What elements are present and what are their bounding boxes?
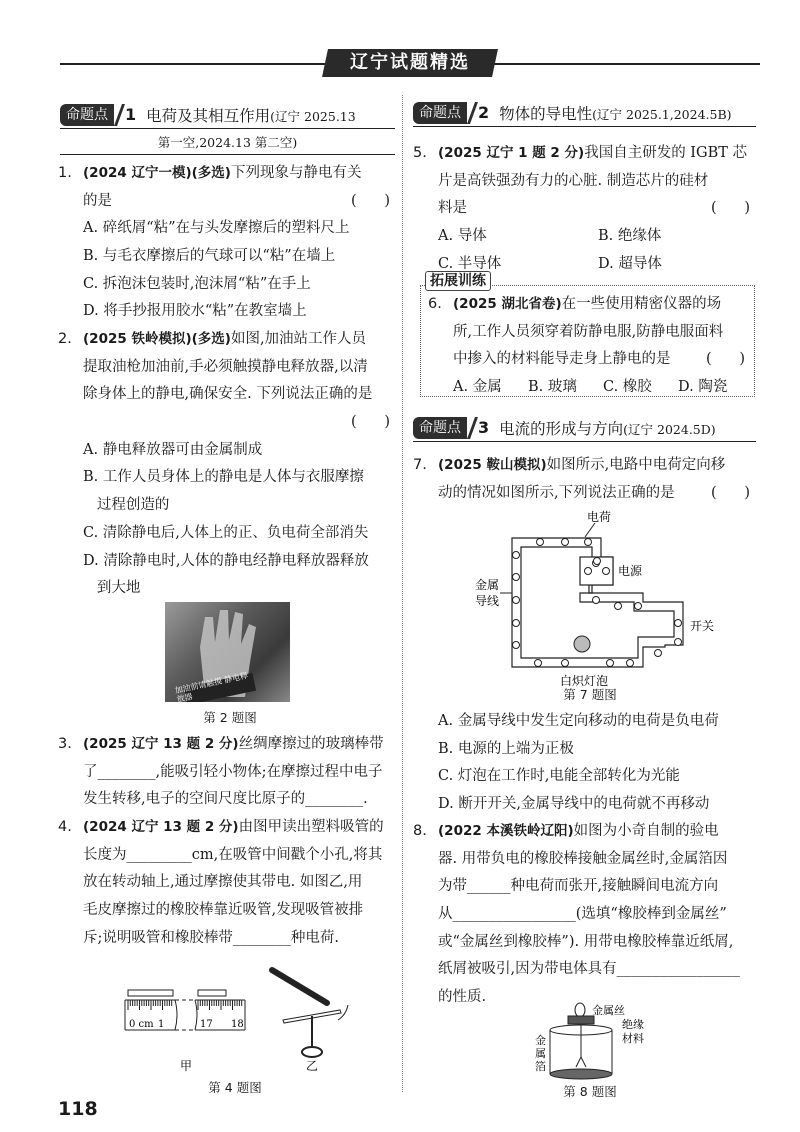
electron-icon xyxy=(535,660,542,667)
section-tag: 命题点 xyxy=(413,417,467,439)
section-source-cont: 第一空,2024.13 第二空) xyxy=(60,133,395,155)
label-wire-2: 导线 xyxy=(475,594,500,608)
rubber-rod xyxy=(272,970,327,1003)
answer-paren: ( ) xyxy=(351,192,390,209)
line-text: B. 与毛衣摩擦后的气球可以“粘”在墙上 xyxy=(83,248,336,265)
banner-rule-left xyxy=(60,63,330,65)
electron-icon xyxy=(537,539,544,546)
line-text: 的是 xyxy=(83,192,112,209)
question-line xyxy=(413,452,758,480)
fig2-photo-hand xyxy=(165,602,290,705)
electron-icon xyxy=(593,597,600,604)
line-text: 放在转动轴上,通过摩擦使其带电. 如图乙,用 xyxy=(83,874,363,891)
electron-icon xyxy=(607,660,614,667)
question-line xyxy=(413,480,758,508)
fig2-caption: 第 2 题图 xyxy=(203,710,257,725)
label-wire-1: 金属 xyxy=(475,578,500,592)
fig4-label-a: 甲 xyxy=(180,1059,193,1073)
question-line xyxy=(58,271,398,299)
answer-paren: ( ) xyxy=(711,200,750,217)
fig7-circuit xyxy=(460,505,730,690)
page-number: 118 xyxy=(58,1098,98,1120)
line-text: 丝绸摩擦过的玻璃棒带 xyxy=(238,736,384,752)
question-line xyxy=(413,956,758,984)
line-text: 器. 用带负电的橡胶棒接触金属丝时,金属箔因 xyxy=(438,850,728,867)
fig7-caption: 第 7 题图 xyxy=(563,687,617,702)
section-title: 电流的形成与方向 xyxy=(499,420,624,438)
question-line xyxy=(58,548,398,576)
question-line xyxy=(413,708,758,736)
question-line xyxy=(428,291,753,319)
section-number: 3 xyxy=(467,417,493,439)
question-line xyxy=(58,842,398,870)
question-line xyxy=(58,786,398,814)
electron-icon xyxy=(655,650,662,657)
question-line xyxy=(58,869,398,897)
question-8 xyxy=(413,818,758,1012)
section-number: 1 xyxy=(114,104,140,126)
question-line xyxy=(413,140,758,168)
extension-label: 拓展训练 xyxy=(425,271,491,291)
line-text: D. 断开开关,金属导线中的电荷就不再移动 xyxy=(438,796,710,813)
section-source: (辽宁 2025.13 xyxy=(270,109,356,124)
label-metal-wire: 金属丝 xyxy=(592,1004,625,1017)
section-tag: 命题点 xyxy=(413,102,467,124)
line-text: 由图甲读出塑料吸管的 xyxy=(238,819,384,835)
question-source: (2024 辽宁 13 题 2 分) xyxy=(83,819,239,835)
option: A. 导体 xyxy=(438,228,487,245)
section-number: 2 xyxy=(467,102,493,124)
question-4 xyxy=(58,814,398,952)
electron-icon xyxy=(615,603,622,610)
line-text: 长度为_________cm,在吸管中间戳个小孔,将其 xyxy=(83,846,383,863)
question-source: (2025 鞍山模拟) xyxy=(438,457,547,473)
option: D. 超导体 xyxy=(598,255,662,272)
option-row xyxy=(428,374,753,402)
fig2-sign: 加油前请触摸 静电释放器 xyxy=(174,671,249,705)
line-text: A. 金属导线中发生定向移动的电荷是负电荷 xyxy=(438,713,719,729)
line-text: 或“金属丝到橡胶棒”). 用带电橡胶棒靠近纸屑, xyxy=(438,933,734,950)
label-foil-1: 金 xyxy=(535,1034,546,1047)
question-line xyxy=(58,464,398,492)
question-line xyxy=(58,326,398,354)
ruler-tick-18: 18 xyxy=(231,1019,244,1030)
question-line xyxy=(58,897,398,925)
question-line xyxy=(58,188,398,216)
electron-icon xyxy=(513,574,520,581)
label-foil-3: 箔 xyxy=(535,1060,546,1073)
line-text: 如图所示,电路中电荷定向移 xyxy=(546,457,726,473)
question-7 xyxy=(413,452,758,507)
option: C. 半导体 xyxy=(438,255,502,272)
question-line xyxy=(428,319,753,347)
line-text: 所,工作人员须穿着防静电服,防静电服面料 xyxy=(453,323,724,340)
line-text: 毛皮摩擦过的橡胶棒靠近吸管,发现吸管被排 xyxy=(83,902,364,919)
question-source: (2022 本溪铁岭辽阳) xyxy=(438,823,574,839)
line-text: 片是高铁强劲有力的心脏. 制造芯片的硅材 xyxy=(438,172,709,189)
ruler-tick-0: 0 cm xyxy=(129,1019,154,1030)
section-tag: 命题点 xyxy=(60,104,114,126)
option: C. 橡胶 xyxy=(603,379,652,396)
question-line xyxy=(58,575,398,603)
line-text: 如图,加油站工作人员 xyxy=(230,331,367,347)
fig4-label-b: 乙 xyxy=(306,1059,319,1073)
line-text: 的性质. xyxy=(438,989,487,1006)
question-number: 2. xyxy=(58,331,72,347)
question-line xyxy=(413,873,758,901)
line-text: A. 静电释放器可由金属制成 xyxy=(83,441,263,458)
question-number: 7. xyxy=(413,457,427,473)
electron-icon xyxy=(627,660,634,667)
question-line xyxy=(58,243,398,271)
question-3 xyxy=(58,731,398,814)
electron-icon xyxy=(513,597,520,604)
line-text: 为带______种电荷而张开,接触瞬间电流方向 xyxy=(438,878,719,895)
question-line xyxy=(58,381,398,409)
question-line xyxy=(413,818,758,846)
question-line xyxy=(58,354,398,382)
ruler-tick-1: 1 xyxy=(158,1019,165,1030)
electron-icon xyxy=(675,639,682,646)
question-line xyxy=(58,298,398,326)
question-line xyxy=(58,520,398,548)
line-text: 中掺入的材料能导走身上静电的是 xyxy=(453,351,671,368)
question-1 xyxy=(58,160,398,326)
line-text: 料是 xyxy=(438,200,467,217)
question-line xyxy=(58,925,398,953)
electron-icon xyxy=(513,620,520,627)
question-source: (2025 湖北省卷) xyxy=(453,296,562,312)
question-line xyxy=(58,814,398,842)
section-header-2 xyxy=(413,103,756,127)
question-line xyxy=(413,168,758,196)
line-text: C. 清除静电后,人体上的正、负电荷全部消失 xyxy=(83,524,369,541)
question-line xyxy=(58,215,398,243)
line-text: B. 电源的上端为正极 xyxy=(438,740,574,757)
question-line xyxy=(58,731,398,759)
electron-icon xyxy=(603,568,610,575)
line-text: A. 碎纸屑“粘”在与头发摩擦后的塑料尺上 xyxy=(83,220,350,237)
fig8-caption: 第 8 题图 xyxy=(563,1084,617,1099)
question-line xyxy=(58,759,398,787)
label-power: 电源 xyxy=(618,564,643,578)
line-text: 斥;说明吸管和橡胶棒带________种电荷. xyxy=(83,929,339,946)
question-line xyxy=(413,929,758,957)
question-line xyxy=(413,736,758,764)
question-line xyxy=(413,846,758,874)
option: B. 绝缘体 xyxy=(598,228,662,245)
answer-paren: ( ) xyxy=(711,484,750,501)
label-bulb: 白炽灯泡 xyxy=(560,674,609,688)
fig4-diagram xyxy=(120,950,370,1075)
fig8-electroscope xyxy=(530,1002,710,1082)
electron-icon xyxy=(594,558,601,565)
question-line xyxy=(58,160,398,188)
option: A. 金属 xyxy=(453,379,502,396)
banner-title: 辽宁试题精选 xyxy=(350,52,470,73)
line-text: C. 灯泡在工作时,电能全部转化为光能 xyxy=(438,768,680,785)
section-header-3 xyxy=(413,418,756,442)
option: D. 陶瓷 xyxy=(678,379,728,396)
question-line xyxy=(58,437,398,465)
question-number: 5. xyxy=(413,145,427,161)
line-text: D. 清除静电时,人体的静电经静电释放器释放 xyxy=(83,552,369,569)
line-text: 提取油枪加油前,手必须触摸静电释放器,以清 xyxy=(83,358,368,375)
question-5 xyxy=(413,140,758,278)
question-line xyxy=(413,791,758,819)
line-text: 了________,能吸引轻小物体;在摩擦过程中电子 xyxy=(83,763,383,780)
ruler-tick-17: 17 xyxy=(200,1019,213,1030)
line-text: 如图为小奇自制的验电 xyxy=(573,823,719,839)
line-text: 动的情况如图所示,下列说法正确的是 xyxy=(438,484,675,501)
question-source: (2025 辽宁 1 题 2 分) xyxy=(438,145,585,161)
question-line xyxy=(428,346,753,374)
line-text: 过程创造的 xyxy=(83,497,170,514)
question-line xyxy=(413,763,758,791)
bulb-icon xyxy=(574,636,590,652)
question-6 xyxy=(428,291,753,402)
electron-icon xyxy=(585,539,592,546)
label-switch: 开关 xyxy=(690,619,715,633)
line-text: 纸屑被吸引,因为带电体具有_________________ xyxy=(438,961,740,978)
question-line xyxy=(58,492,398,520)
electron-icon xyxy=(513,552,520,559)
question-number: 4. xyxy=(58,819,72,835)
electron-icon xyxy=(675,620,682,627)
question-line xyxy=(413,195,758,223)
fig4-caption: 第 4 题图 xyxy=(208,1080,262,1095)
electron-icon xyxy=(585,568,592,575)
section-source: (辽宁 2025.1,2024.5B) xyxy=(592,107,732,122)
line-text: C. 拆泡沫包装时,泡沫屑“粘”在手上 xyxy=(83,275,311,292)
question-number: 3. xyxy=(58,736,72,752)
question-number: 1. xyxy=(58,165,72,181)
option-row xyxy=(413,251,758,279)
banner-rule-right xyxy=(490,63,760,65)
question-source: (2025 铁岭模拟)(多选) xyxy=(83,331,231,347)
label-foil-2: 属 xyxy=(535,1047,546,1060)
line-text: 在一些使用精密仪器的场 xyxy=(561,296,722,312)
question-source: (2024 辽宁一模)(多选) xyxy=(83,165,231,181)
label-insulation-1: 绝缘 xyxy=(622,1018,644,1031)
electron-icon xyxy=(562,660,569,667)
question-line xyxy=(413,901,758,929)
line-text: D. 将手抄报用胶水“粘”在教室墙上 xyxy=(83,303,307,320)
line-text: 到大地 xyxy=(83,580,141,597)
section-header-1 xyxy=(60,105,395,129)
section-title: 电荷及其相互作用 xyxy=(146,107,271,125)
answer-paren: ( ) xyxy=(706,351,745,368)
question-source: (2025 辽宁 13 题 2 分) xyxy=(83,736,239,752)
electron-icon xyxy=(635,603,642,610)
stand-base xyxy=(302,1047,322,1057)
line-text: B. 工作人员身体上的静电是人体与衣服摩擦 xyxy=(83,469,364,486)
line-text: 我国自主研发的 IGBT 芯 xyxy=(584,145,748,161)
page-banner xyxy=(322,49,498,77)
section-title: 物体的导电性 xyxy=(499,105,593,123)
label-insulation-2: 材料 xyxy=(622,1032,644,1045)
option-row xyxy=(413,223,758,251)
question-7-options xyxy=(413,708,758,819)
line-text: 从_________________(选填“橡胶棒到金属丝” xyxy=(438,906,727,923)
section-source: (辽宁 2024.5D) xyxy=(623,422,716,437)
line-text: 除身体上的静电,确保安全. 下列说法正确的是 xyxy=(83,386,373,403)
question-number: 8. xyxy=(413,823,427,839)
label-charge: 电荷 xyxy=(587,510,612,524)
answer-paren: ( ) xyxy=(351,414,390,431)
question-2 xyxy=(58,326,398,603)
line-text: 下列现象与静电有关 xyxy=(230,165,362,181)
electron-icon xyxy=(562,539,569,546)
electron-icon xyxy=(513,642,520,649)
column-divider xyxy=(402,95,403,1092)
option: B. 玻璃 xyxy=(528,379,577,396)
question-line xyxy=(58,409,398,437)
line-text: 发生转移,电子的空间尺度比原子的________. xyxy=(83,791,368,808)
question-number: 6. xyxy=(428,296,442,312)
